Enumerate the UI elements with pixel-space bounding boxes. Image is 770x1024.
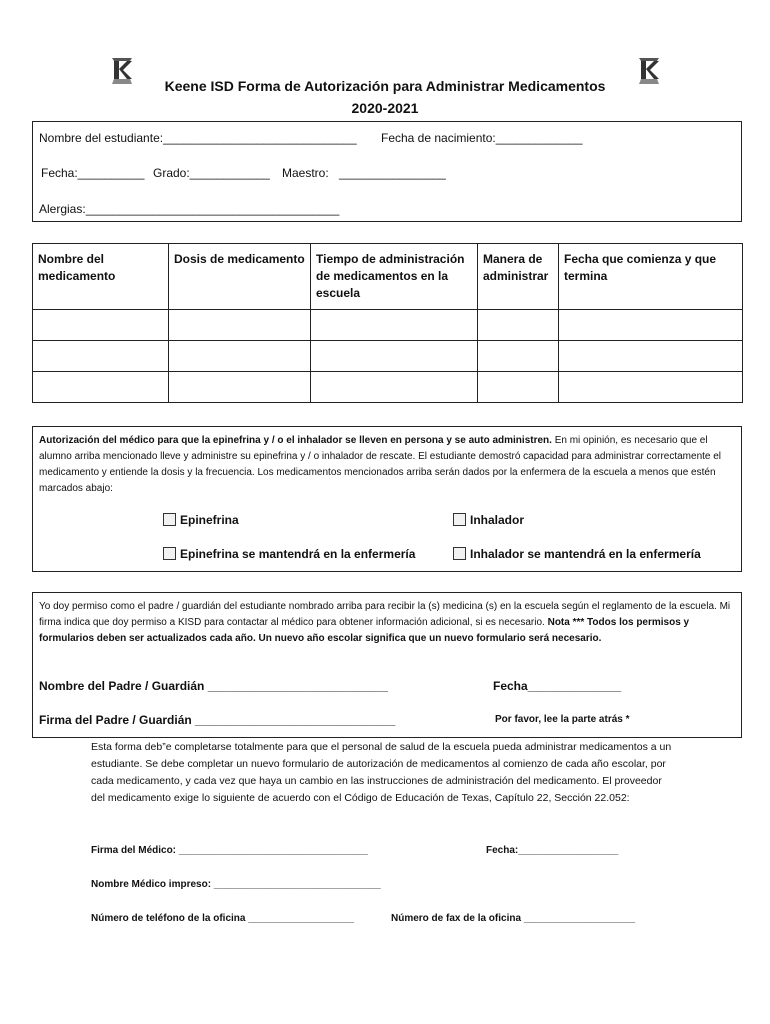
parent-permission-text	[39, 599, 733, 647]
table-row	[33, 372, 743, 403]
table-cell[interactable]	[559, 341, 743, 372]
column-header: Fecha que comienza y que termina	[559, 244, 743, 310]
table-cell[interactable]	[478, 372, 559, 403]
option-inhaler[interactable]	[453, 513, 524, 527]
grade-field[interactable]: Grado:____________	[153, 166, 270, 180]
office-fax-field[interactable]: Número de fax de la oficina ____________________	[391, 913, 636, 924]
teacher-label: Maestro:	[282, 166, 329, 180]
table-cell[interactable]	[311, 372, 478, 403]
option-label: Inhalador	[470, 513, 525, 527]
birth-date-field[interactable]: Fecha de nacimiento:_____________	[381, 131, 583, 145]
option-label: Epinefrina se mantendrá en la enfermería	[180, 547, 416, 561]
column-header: Nombre del medicamento	[33, 244, 169, 310]
parent-permission-note: Nota *** Todos los permisos y formularios deben ser actualizados cada año. Un nuevo año escolar significa que un nuevo formulario será necesario.	[39, 617, 690, 644]
table-cell[interactable]	[169, 372, 311, 403]
table-cell[interactable]	[559, 372, 743, 403]
doctor-signature-field[interactable]: Firma del Médico: __________________________________	[91, 845, 368, 856]
physician-authorization-lead: Autorización del médico para que la epinefrina y / o el inhalador se lleven en persona y se auto administren.	[39, 435, 552, 446]
table-cell[interactable]	[169, 341, 311, 372]
inhaler-nurse-checkbox[interactable]	[453, 547, 466, 560]
table-cell[interactable]	[33, 310, 169, 341]
option-label: Epinefrina	[180, 513, 239, 527]
table-cell[interactable]	[478, 341, 559, 372]
table-cell[interactable]	[33, 372, 169, 403]
doctor-printed-name-field[interactable]: Nombre Médico impreso: ______________________________	[91, 879, 381, 890]
table-cell[interactable]	[559, 310, 743, 341]
column-header: Tiempo de administración de medicamentos en la escuela	[311, 244, 478, 310]
allergies-field[interactable]: Alergias:______________________________________	[39, 202, 340, 216]
option-label: Inhalador se mantendrá en la enfermería	[470, 547, 701, 561]
table-cell[interactable]	[311, 310, 478, 341]
medication-table	[32, 243, 743, 403]
student-name-field[interactable]: Nombre del estudiante:_____________________________	[39, 131, 357, 145]
physician-authorization-body: En mi opinión, es necesario que el alumno arriba mencionado lleve y administre su epinefrina y / o inhalador de rescate. El estudiante demostró capacidad para administrar correctamente el medicamento y entiende la dosis y la frecuencia. Los medicamentos mencionados arriba serán dados por la enfermera de la escuela a menos que estén marcados abajo:	[39, 435, 722, 494]
form-title: Keene ISD Forma de Autorización para Administrar Medicamentos	[164, 78, 606, 94]
parent-name-field[interactable]: Nombre del Padre / Guardián ___________________________	[39, 679, 388, 693]
parent-permission-body: Yo doy permiso como el padre / guardián del estudiante nombrado arriba para recibir la (s) medicina (s) en la escuela según el reglamento de la escuela. Mi firma indica que doy permiso a KISD para contactar al médico para obtener información adicional, si es necesario.	[39, 601, 731, 628]
physician-authorization-text	[39, 433, 733, 497]
option-epinephrine-nurse[interactable]	[163, 547, 415, 561]
table-cell[interactable]	[478, 310, 559, 341]
date-field[interactable]: Fecha:__________	[41, 166, 145, 180]
table-cell[interactable]	[33, 341, 169, 372]
see-back-note: Por favor, lee la parte atrás *	[495, 714, 630, 725]
student-info-box	[32, 121, 742, 222]
physician-authorization-box	[32, 426, 742, 572]
option-epinephrine[interactable]	[163, 513, 239, 527]
form-year: 2020-2021	[351, 100, 419, 116]
parent-signature-field[interactable]: Firma del Padre / Guardián ______________________________	[39, 713, 396, 727]
office-phone-field[interactable]: Número de teléfono de la oficina ___________________	[91, 913, 354, 924]
parent-date-field[interactable]: Fecha______________	[493, 679, 622, 693]
epinephrine-nurse-checkbox[interactable]	[163, 547, 176, 560]
teacher-field[interactable]: ________________	[339, 166, 446, 180]
instructions-paragraph: Esta forma deb”e completarse totalmente para que el personal de salud de la escuela pueda administrar medicamentos a un estudiante. Se debe completar un nuevo formulario de autorización de medicamentos al comienzo de cada año escolar, por cada medicamento, y cada vez que haya un cambio en las instrucciones de administración del medicamento. El proveedor del medicamento exige lo siguiente de acuerdo con el Código de Educación de Texas, Capítulo 22, Sección 22.052:	[91, 741, 672, 804]
table-row	[33, 310, 743, 341]
doctor-date-field[interactable]: Fecha:__________________	[486, 845, 619, 856]
table-row	[33, 341, 743, 372]
inhaler-checkbox[interactable]	[453, 513, 466, 526]
column-header: Manera de administrar	[478, 244, 559, 310]
table-header-row	[33, 244, 743, 310]
column-header: Dosis de medicamento	[169, 244, 311, 310]
table-cell[interactable]	[311, 341, 478, 372]
epinephrine-checkbox[interactable]	[163, 513, 176, 526]
option-inhaler-nurse[interactable]	[453, 547, 701, 561]
parent-permission-box	[32, 592, 742, 738]
table-cell[interactable]	[169, 310, 311, 341]
